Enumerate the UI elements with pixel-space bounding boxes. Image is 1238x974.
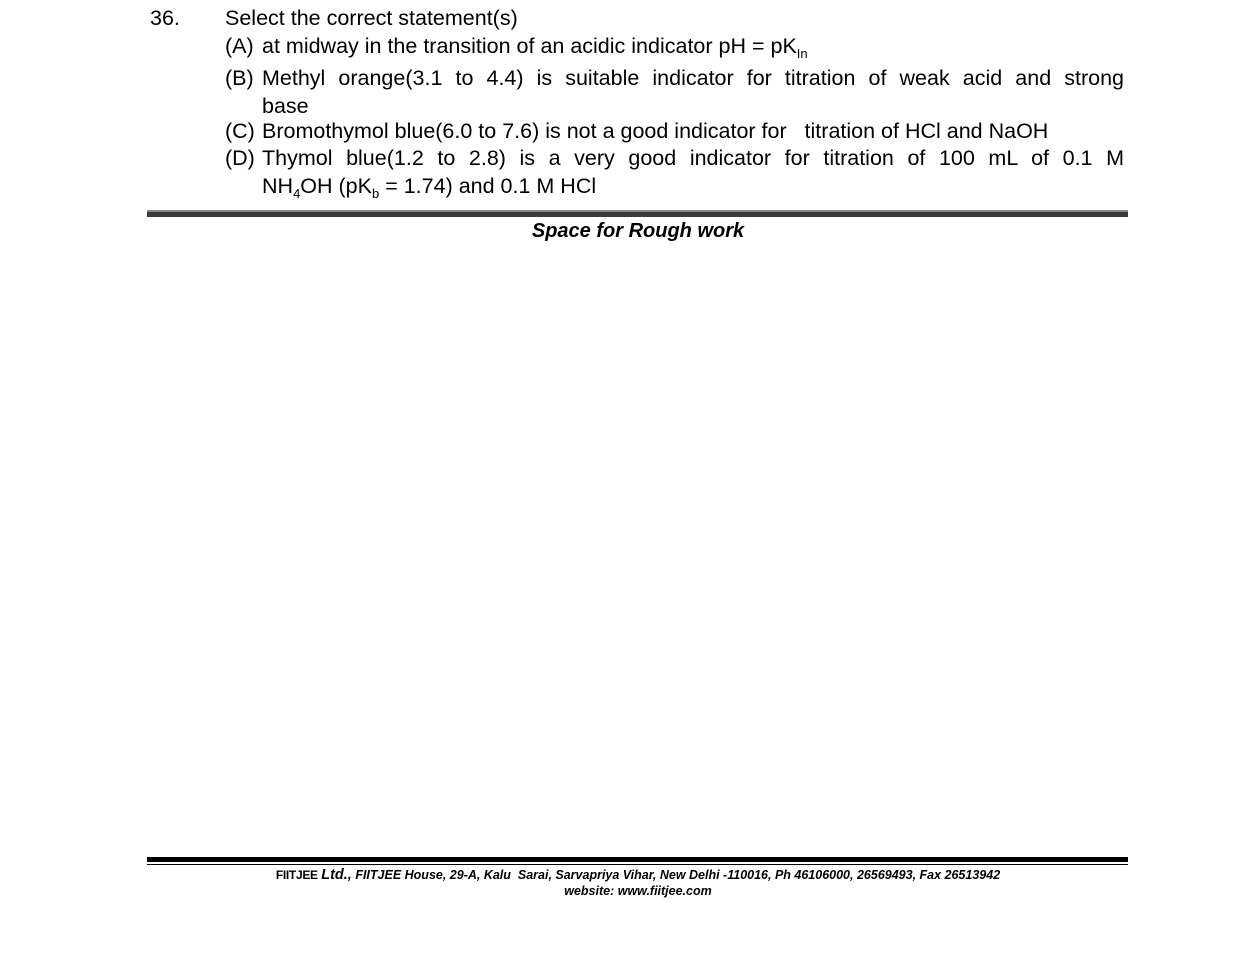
subscript: b	[371, 186, 380, 201]
footer-website: website: www.fiitjee.com	[564, 884, 712, 898]
option-text: at midway in the transition of an acidic indicator pH = $pK_{In}$	[262, 34, 808, 61]
footer-rule-thin	[147, 864, 1128, 865]
option-line: Methyl orange(3.1 to 4.4) is suitable indicator for titration of weak acid and strong	[262, 66, 1124, 90]
footer-address: FIITJEE House, 29-A, Kalu Sarai, Sarvapriya Vihar, New Delhi -110016, Ph 46106000, 26569493, Fax 26513942	[355, 868, 1001, 882]
option-text	[262, 117, 1124, 145]
option-letter: (D)	[225, 146, 255, 170]
footer-brand: FIITJEE	[275, 868, 318, 882]
option-line: base	[262, 94, 309, 118]
footer-address-line	[0, 867, 1238, 883]
question-number: 36.	[150, 6, 180, 30]
rough-work-title: Space for Rough work	[531, 220, 745, 242]
subscript: In	[796, 46, 808, 61]
option-letter: (A)	[225, 34, 254, 58]
footer-ltd: Ltd.,	[321, 867, 352, 883]
footer-rule-thick	[147, 857, 1128, 862]
option-line: Thymol blue(1.2 to 2.8) is a very good indicator for titration of 100 mL of 0.1 M	[262, 146, 1124, 170]
divider-rule	[147, 210, 1128, 217]
option-text	[262, 64, 1124, 120]
option-letter: (C)	[225, 119, 255, 143]
subscript: 4	[293, 186, 301, 201]
option-letter: (B)	[225, 66, 254, 90]
page-footer	[0, 867, 1238, 899]
option-line: $NH_4OH$ $(pK_b = 1.74)$ and 0.1 M HCl	[262, 174, 597, 201]
option-line: Bromothymol blue(6.0 to 7.6) is not a good indicator for titration of HCl and NaOH	[262, 119, 1049, 143]
option-text	[262, 144, 1124, 200]
question-stem: Select the correct statement(s)	[225, 6, 518, 30]
